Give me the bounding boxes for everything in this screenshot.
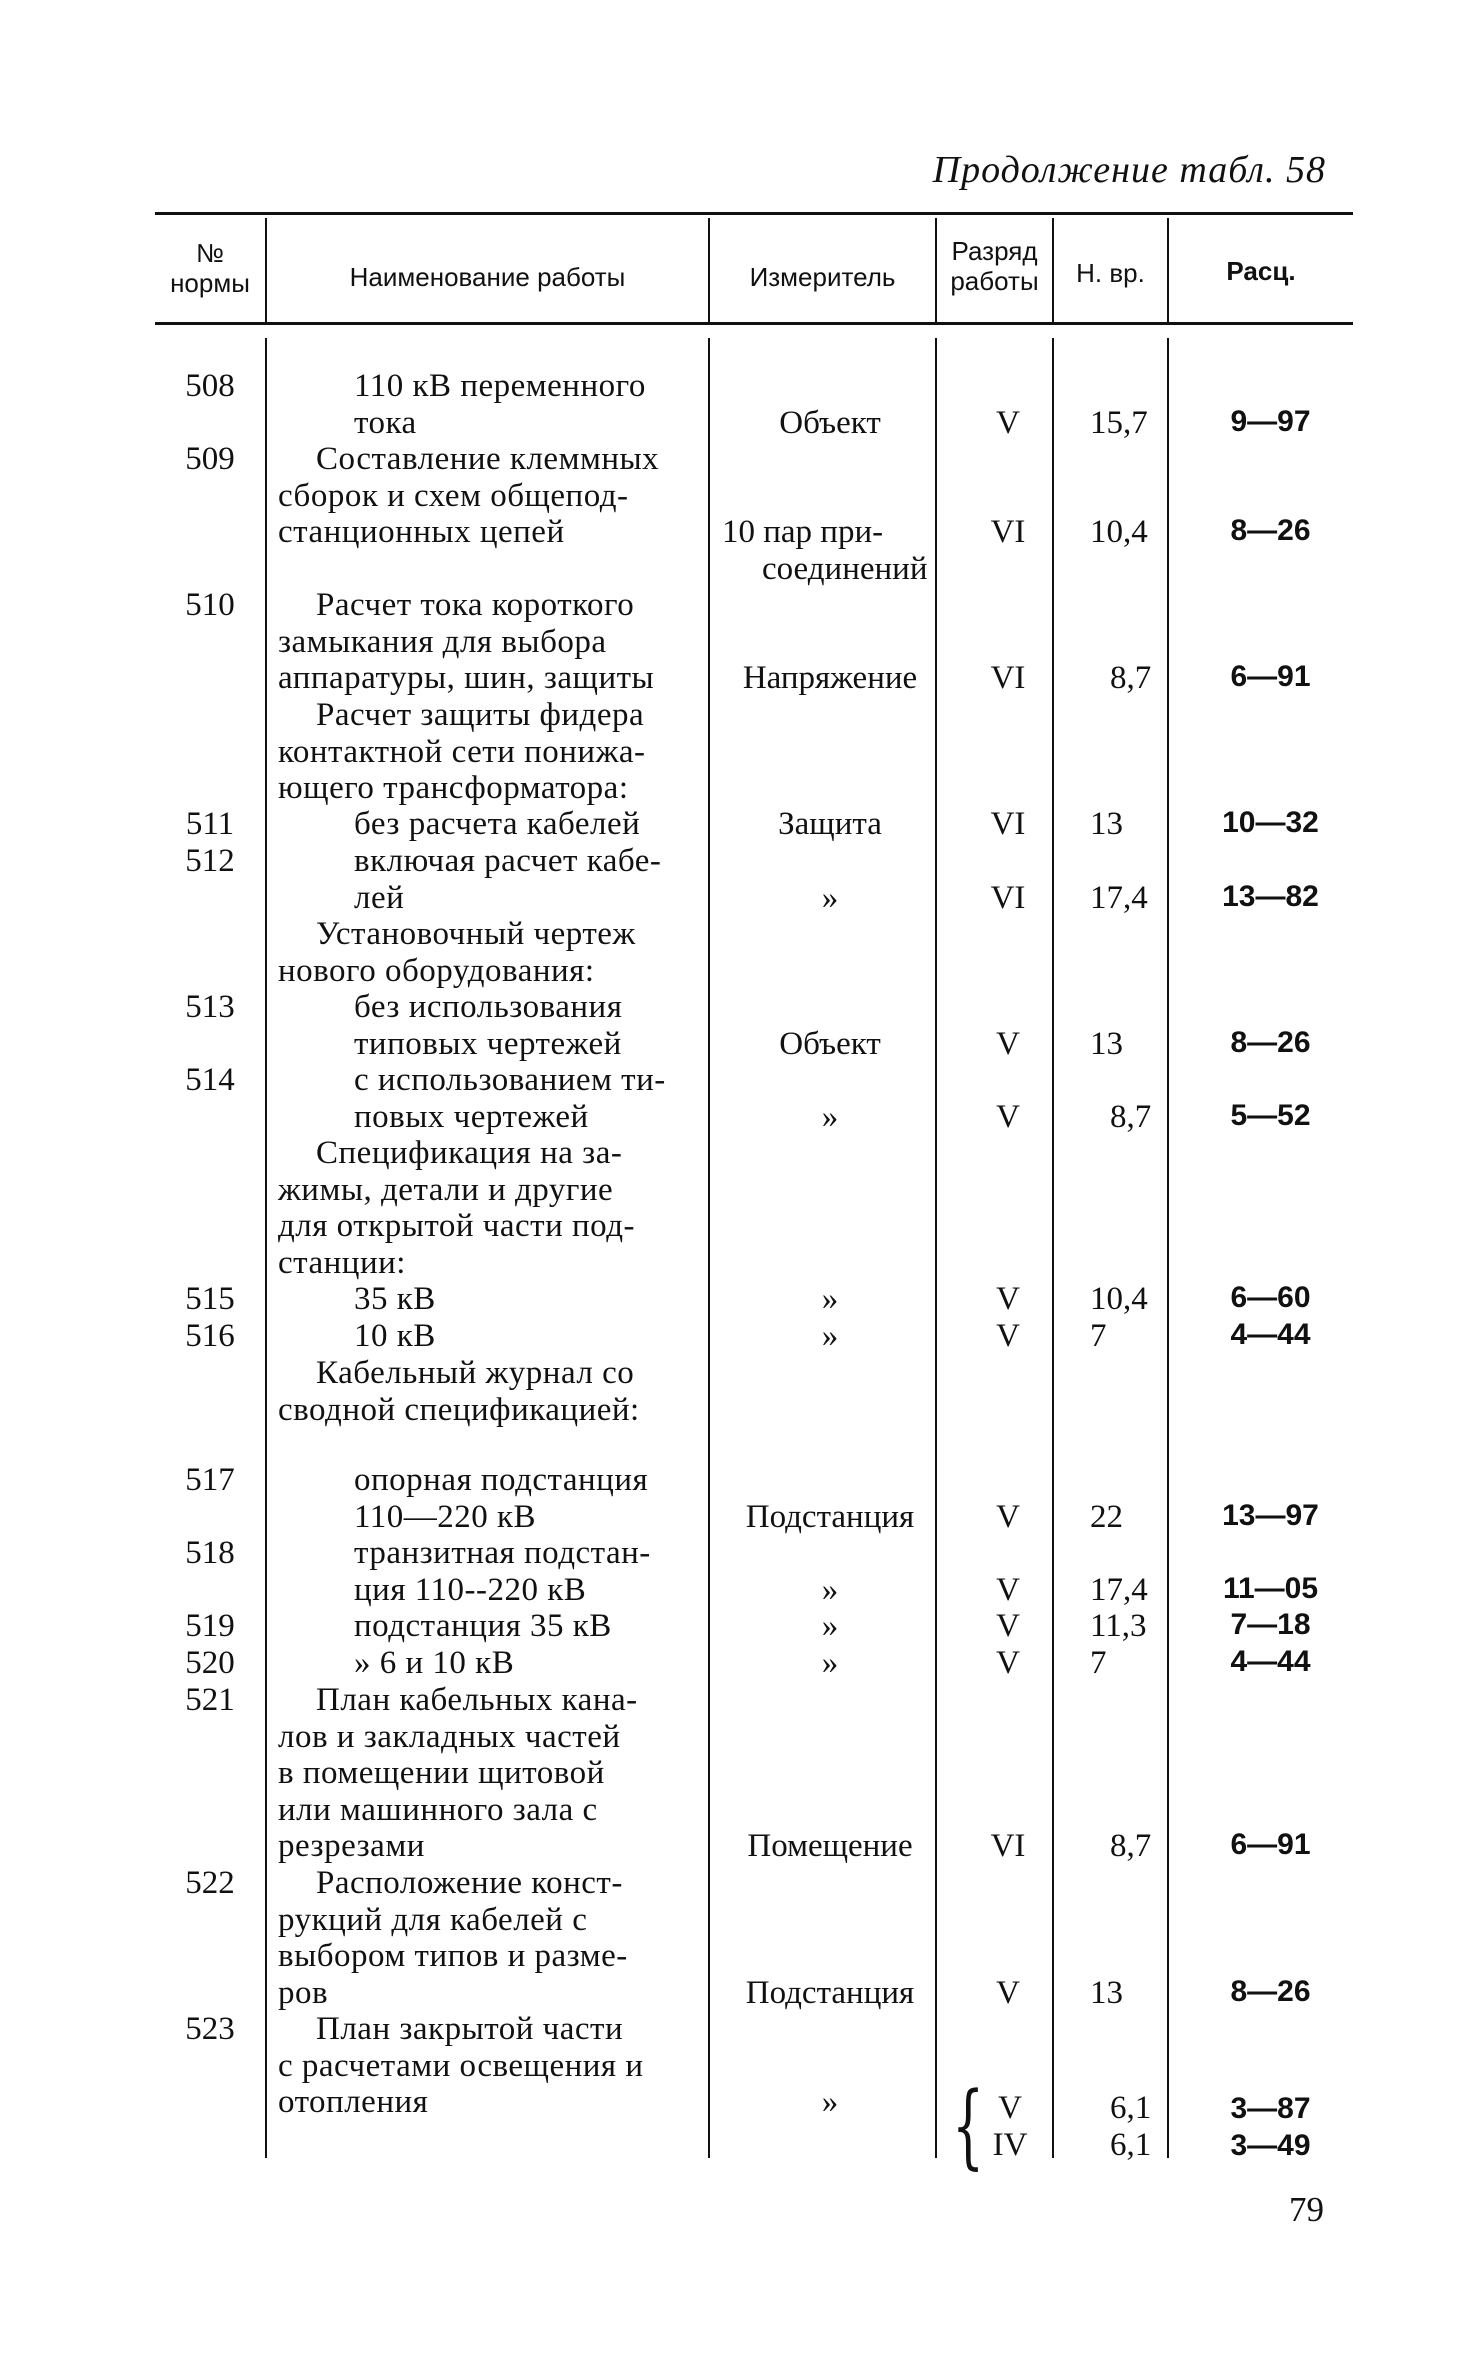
measure-unit: » — [821, 2084, 839, 2121]
rate-value: 13—82 — [1222, 879, 1319, 913]
hours-value: 6,1 — [1110, 2090, 1152, 2126]
work-name — [278, 1535, 708, 1608]
work-name — [278, 1462, 708, 1535]
work-name-line: отопления — [278, 2084, 429, 2121]
hours-value: 10,4 — [1090, 514, 1148, 551]
work-name-line: выбором типов и разме- — [278, 1938, 628, 1975]
measure-unit: » — [821, 1281, 839, 1317]
rate-value: 11—05 — [1222, 1571, 1319, 1605]
work-name — [278, 1682, 708, 1865]
hours-value: 17,4 — [1090, 879, 1148, 916]
rate-value: 4—44 — [1230, 1318, 1311, 1351]
norm-number: 508 — [185, 368, 235, 404]
work-name-line: 35 кВ — [354, 1281, 436, 1317]
rate-value: 3—49 — [1230, 2129, 1311, 2162]
norm-number: 514 — [185, 1062, 235, 1098]
hours-value: 7 — [1090, 1318, 1107, 1354]
hours-value: 6,1 — [1110, 2127, 1152, 2163]
grade-value: VI — [990, 514, 1026, 551]
column-divider — [265, 338, 267, 2158]
work-name-line: нового оборудования: — [278, 952, 595, 989]
column-divider — [708, 338, 710, 2158]
work-name-line: Составление клеммных — [316, 441, 660, 477]
hours-value: 13 — [1090, 1974, 1123, 2011]
grade-value: VI — [990, 1828, 1026, 1865]
rate-value: 6—60 — [1230, 1281, 1311, 1314]
grade-value: V — [996, 404, 1020, 441]
measure-unit: Подстанция — [745, 1498, 915, 1535]
work-name-line: рукций для кабелей с — [278, 1901, 588, 1938]
norm-number: 519 — [185, 1608, 235, 1644]
measure-unit: Помещение — [747, 1828, 913, 1865]
work-name — [278, 1645, 708, 1682]
norm-number: 515 — [185, 1281, 235, 1317]
work-name-line: План кабельных кана- — [316, 1682, 638, 1718]
measure-unit: » — [821, 1571, 839, 1608]
grade-value: VI — [990, 879, 1026, 916]
norm-number: 509 — [185, 441, 235, 477]
rate-value: 8—26 — [1230, 514, 1311, 548]
norm-number: 511 — [185, 806, 235, 842]
work-name-line: лов и закладных частей — [278, 1718, 621, 1755]
work-name-line: транзитная подстан- — [354, 1535, 651, 1571]
measure-unit: » — [821, 879, 839, 916]
work-name-line: ция 110--220 кВ — [354, 1571, 587, 1608]
work-name — [278, 2011, 708, 2121]
grade-value: V — [996, 1608, 1020, 1644]
norm-number: 512 — [185, 843, 235, 879]
hours-value: 11,3 — [1090, 1608, 1147, 1644]
work-name-line: ров — [278, 1974, 329, 2011]
work-name — [278, 806, 708, 843]
header-grade: Разряд работы — [950, 236, 1039, 296]
table-top-rule — [155, 212, 1353, 215]
hours-value: 8,7 — [1110, 1828, 1152, 1865]
hours-value: 13 — [1090, 1025, 1123, 1062]
norm-number: 517 — [185, 1462, 235, 1498]
norm-number: 520 — [185, 1645, 235, 1681]
grade-value: V — [996, 1571, 1020, 1608]
work-name — [278, 1608, 708, 1645]
work-name-line: для открытой части под- — [278, 1208, 635, 1245]
hours-value: 8,7 — [1110, 660, 1152, 697]
hours-value: 7 — [1090, 1645, 1107, 1681]
table-header-rule — [155, 322, 1353, 325]
measure-unit: » — [821, 1098, 839, 1135]
grade-value: V — [996, 1098, 1020, 1135]
rate-value: 4—44 — [1230, 1645, 1311, 1678]
work-name-line: контактной сети понижа- — [278, 733, 646, 770]
grade-value: V — [998, 2090, 1022, 2126]
norm-number: 518 — [185, 1535, 235, 1571]
work-name-line: с использованием ти- — [354, 1062, 666, 1098]
grade-value: V — [996, 1645, 1020, 1681]
header-hours: Н. вр. — [1076, 258, 1145, 288]
work-name-line: лей — [354, 879, 405, 916]
header-measure: Измеритель — [749, 262, 896, 292]
rate-value: 7—18 — [1230, 1608, 1311, 1641]
measure-unit: Защита — [778, 806, 882, 842]
grade-value: V — [996, 1025, 1020, 1062]
rate-value: 5—52 — [1230, 1098, 1311, 1132]
rate-value: 8—26 — [1230, 1974, 1311, 2008]
work-name — [278, 368, 708, 441]
work-name-line: без расчета кабелей — [354, 806, 641, 842]
work-name-line: » 6 и 10 кВ — [354, 1645, 515, 1681]
work-name — [278, 1281, 708, 1318]
work-name-line: сводной спецификацией: — [278, 1391, 640, 1428]
group-heading — [278, 1355, 708, 1428]
work-name-line: 110—220 кВ — [354, 1498, 537, 1535]
column-divider — [1052, 338, 1054, 2158]
rate-value: 9—97 — [1230, 404, 1311, 438]
work-name-line: аппаратуры, шин, защиты — [278, 660, 655, 697]
work-name-line: резрезами — [278, 1828, 425, 1865]
page-number: 79 — [1289, 2190, 1324, 2229]
hours-value: 13 — [1090, 806, 1123, 842]
header-rate: Расц. — [1226, 256, 1296, 286]
norm-number: 522 — [185, 1865, 235, 1901]
work-name-line: в помещении щитовой — [278, 1755, 605, 1792]
table-caption: Продолжение табл. 58 — [932, 149, 1326, 191]
work-name-line: типовых чертежей — [354, 1025, 622, 1062]
work-name-line: Расчет защиты фидера — [316, 697, 645, 733]
work-name-line: включая расчет кабе- — [354, 843, 662, 879]
measure-unit: Объект — [779, 1025, 881, 1062]
measure-line: 10 пар при- — [722, 514, 884, 551]
measure-unit: Подстанция — [745, 1974, 915, 2011]
work-name-line: или машинного зала с — [278, 1791, 598, 1828]
work-name-line: опорная подстанция — [354, 1462, 649, 1498]
column-divider — [1167, 338, 1169, 2158]
measure-unit: » — [821, 1645, 839, 1681]
group-heading — [278, 697, 708, 807]
grade-value: V — [996, 1318, 1020, 1354]
hours-value: 10,4 — [1090, 1281, 1148, 1317]
work-name-line: замыкания для выбора — [278, 623, 607, 660]
work-name — [278, 587, 708, 697]
work-name-line: Расчет тока короткого — [316, 587, 635, 623]
norm-number: 513 — [185, 989, 235, 1025]
work-name-line: сборок и схем общепод- — [278, 477, 629, 514]
work-name-line: повых чертежей — [354, 1098, 589, 1135]
grade-value: V — [996, 1281, 1020, 1317]
grade-value: V — [996, 1498, 1020, 1535]
work-name-line: станционных цепей — [278, 514, 565, 551]
rate-value: 13—97 — [1222, 1498, 1319, 1532]
work-name-line: с расчетами освещения и — [278, 2047, 644, 2084]
work-name-line: Расположение конст- — [316, 1865, 623, 1901]
grade-value: VI — [990, 660, 1026, 697]
work-name-line: жимы, детали и другие — [278, 1171, 614, 1208]
norm-number: 510 — [185, 587, 235, 623]
work-name-line: 10 кВ — [354, 1318, 436, 1354]
measure-unit: Напряжение — [742, 660, 918, 697]
work-name-line: Спецификация на за- — [316, 1135, 623, 1171]
rate-value: 6—91 — [1230, 1828, 1311, 1862]
hours-value: 22 — [1090, 1498, 1123, 1535]
work-name-line: 110 кВ переменного — [354, 368, 646, 404]
rate-value: 3—87 — [1230, 2092, 1311, 2125]
work-name — [278, 441, 708, 551]
header-name: Наименование работы — [349, 262, 626, 292]
header-num: № нормы — [170, 238, 250, 298]
hours-value: 8,7 — [1110, 1098, 1152, 1135]
grade-value: V — [996, 1974, 1020, 2011]
work-name — [278, 1865, 708, 2011]
work-name-line: Кабельный журнал со — [316, 1355, 635, 1391]
measure-unit: Объект — [779, 404, 881, 441]
work-name — [278, 989, 708, 1062]
work-name — [278, 1318, 708, 1355]
group-heading — [278, 1135, 708, 1281]
norm-number: 516 — [185, 1318, 235, 1354]
measure-unit — [712, 514, 958, 588]
rate-value: 8—26 — [1230, 1025, 1311, 1059]
column-divider — [935, 338, 937, 2158]
measure-unit: » — [821, 1608, 839, 1644]
work-name-line: Установочный чертеж — [316, 916, 636, 952]
work-name-line: без использования — [354, 989, 623, 1025]
hours-value: 17,4 — [1090, 1571, 1148, 1608]
grade-value: IV — [992, 2127, 1028, 2163]
brace-symbol: { — [952, 2072, 985, 2179]
work-name-line: тока — [354, 404, 417, 441]
work-name-line: План закрытой части — [316, 2011, 624, 2047]
grade-value: VI — [990, 806, 1026, 842]
norm-number: 521 — [185, 1682, 235, 1718]
norm-number: 523 — [185, 2011, 235, 2047]
work-name-line: станции: — [278, 1244, 406, 1281]
work-name-line: ющего трансформатора: — [278, 770, 629, 807]
hours-value: 15,7 — [1090, 404, 1148, 441]
work-name-line: подстанция 35 кВ — [354, 1608, 612, 1644]
rate-value: 6—91 — [1230, 660, 1311, 694]
work-name — [278, 843, 708, 916]
work-name — [278, 1062, 708, 1135]
measure-line: соединений — [762, 551, 928, 588]
measure-unit: » — [821, 1318, 839, 1354]
rate-value: 10—32 — [1222, 806, 1319, 839]
group-heading — [278, 916, 708, 989]
